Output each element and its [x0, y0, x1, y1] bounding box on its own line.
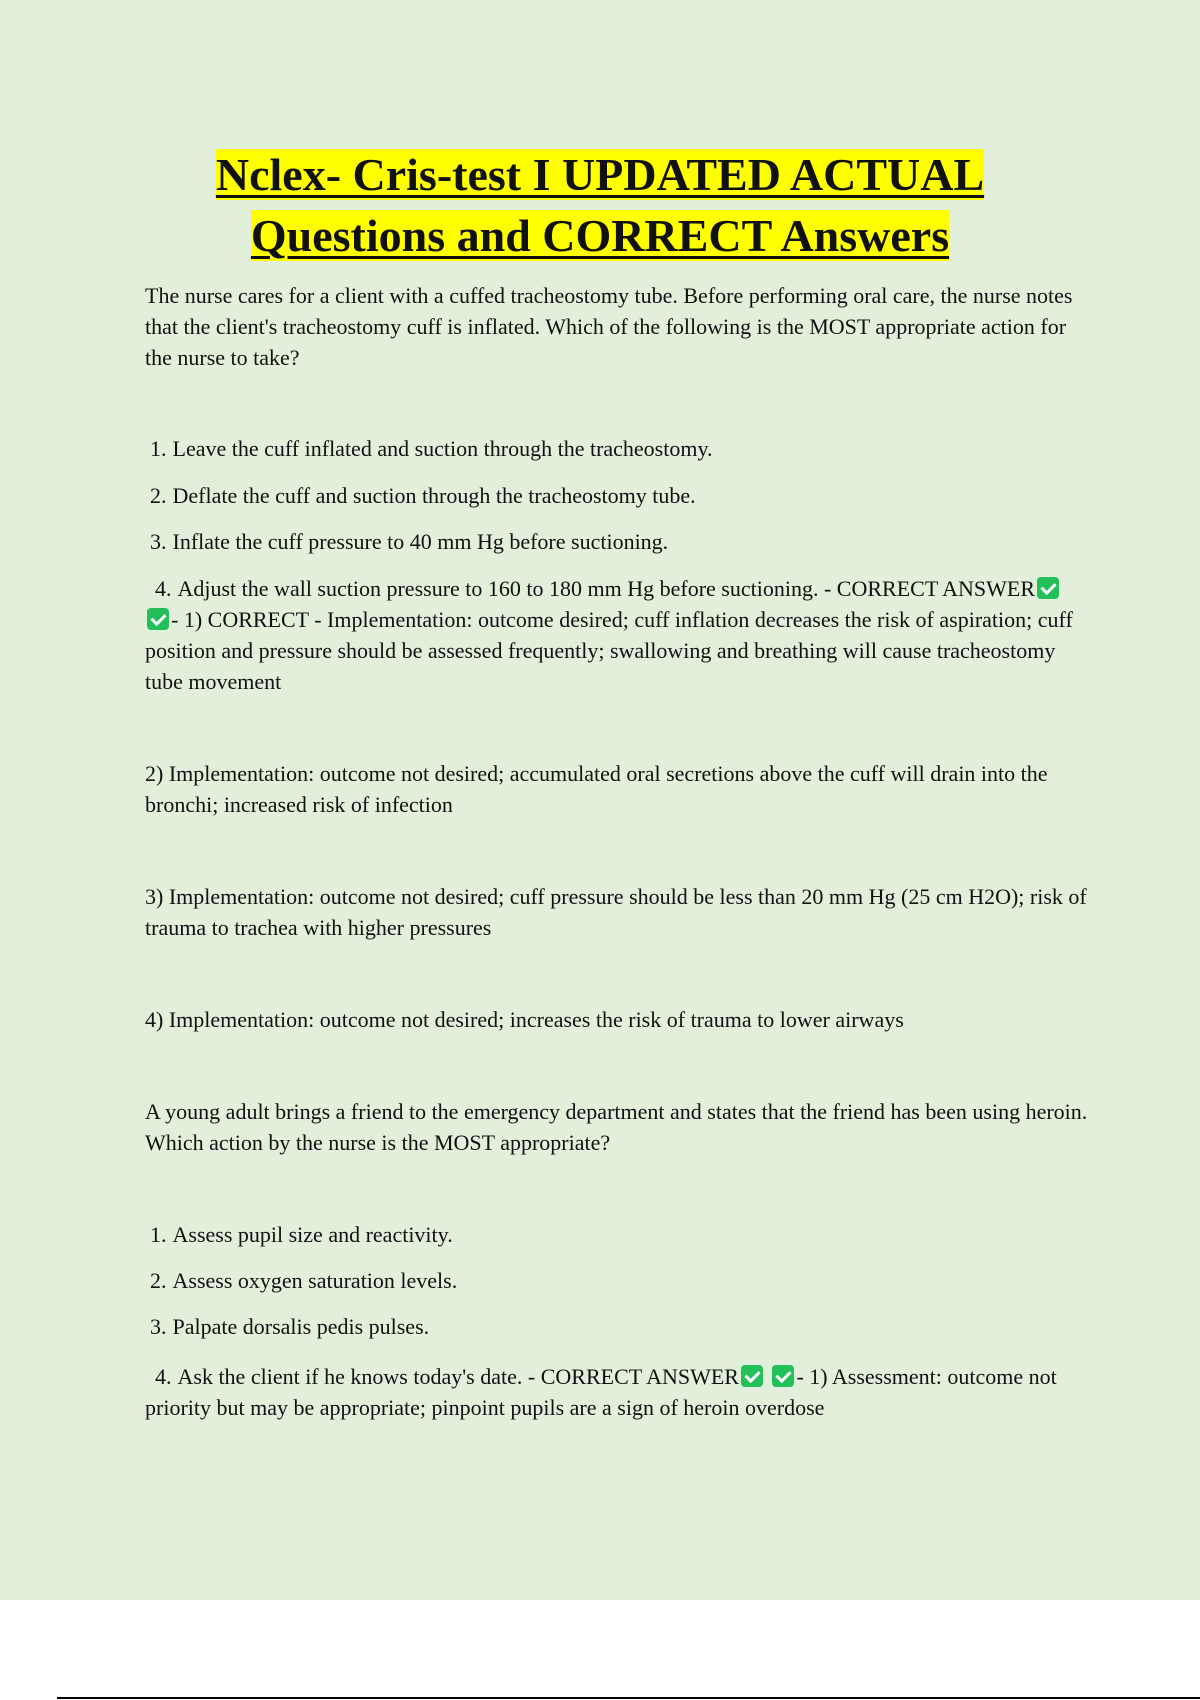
q1-option-3	[150, 526, 1090, 557]
q2-option-1-text: Assess pupil size and reactivity.	[172, 1222, 453, 1247]
q1-option-3-number: 3.	[150, 529, 167, 554]
document-title	[0, 144, 1200, 266]
q1-option-4-with-answer	[145, 573, 1090, 697]
q2-option-4-with-answer	[145, 1361, 1090, 1423]
q2-option-1-number: 1.	[150, 1222, 167, 1247]
question-2-text	[145, 1096, 1090, 1158]
q2-option-1	[150, 1219, 1090, 1250]
q1-rationale-4	[145, 1004, 1090, 1035]
q1-rationale-2-text: 2) Implementation: outcome not desired; accumulated oral secretions above the cuff will drain into the bronchi; increased risk of infection	[145, 761, 1048, 817]
q1-option-2-text: Deflate the cuff and suction through the tracheostomy tube.	[172, 483, 696, 508]
title-line-2: Questions and CORRECT Answers	[250, 210, 950, 261]
q1-option-4-text: Adjust the wall suction pressure to 160 to 180 mm Hg before suctioning. - CORRECT ANSWER	[177, 576, 1036, 601]
q2-option-3-text: Palpate dorsalis pedis pulses.	[172, 1314, 430, 1339]
q1-rationale-3	[145, 881, 1090, 943]
q2-option-2-text: Assess oxygen saturation levels.	[172, 1268, 458, 1293]
q1-option-4-paragraph	[145, 573, 1090, 697]
q2-option-2	[150, 1265, 1090, 1296]
q1-option-4-number: 4.	[155, 576, 172, 601]
q1-option-2	[150, 480, 1090, 511]
question-1-paragraph: The nurse cares for a client with a cuffed tracheostomy tube. Before performing oral care, the nurse notes that the client's tracheostomy cuff is inflated. Which of the following is the MOST appropriate action for the nurse to take?	[145, 283, 1073, 370]
question-1-text	[145, 280, 1090, 373]
q2-option-3	[150, 1311, 1090, 1342]
q1-rationale-3-text: 3) Implementation: outcome not desired; cuff pressure should be less than 20 mm Hg (25 cm H2O); risk of trauma to trachea with higher pressures	[145, 884, 1087, 940]
q1-rationale-4-text: 4) Implementation: outcome not desired; increases the risk of trauma to lower airways	[145, 1007, 904, 1032]
q1-answer-rationale-1: - 1) CORRECT - Implementation: outcome desired; cuff inflation decreases the risk of aspiration; cuff position and pressure should be assessed frequently; swallowing and breathing will cause tracheostomy tube movement	[145, 607, 1073, 694]
check-icon	[741, 1365, 763, 1387]
q1-option-1-text: Leave the cuff inflated and suction through the tracheostomy.	[172, 436, 713, 461]
q1-option-3-text: Inflate the cuff pressure to 40 mm Hg before suctioning.	[172, 529, 669, 554]
title-line-1: Nclex- Cris-test I UPDATED ACTUAL	[215, 149, 985, 200]
check-icon	[1037, 577, 1059, 599]
check-icon	[147, 608, 169, 630]
q2-option-4-paragraph	[145, 1361, 1090, 1423]
question-2-paragraph: A young adult brings a friend to the emergency department and states that the friend has been using heroin. Which action by the nurse is the MOST appropriate?	[145, 1099, 1088, 1155]
q1-option-1-number: 1.	[150, 436, 167, 461]
q2-option-2-number: 2.	[150, 1268, 167, 1293]
check-icon	[772, 1365, 794, 1387]
q1-rationale-2	[145, 758, 1090, 820]
q2-option-4-text: Ask the client if he knows today's date. - CORRECT ANSWER	[177, 1364, 739, 1389]
q2-option-4-number: 4.	[155, 1364, 172, 1389]
q2-option-3-number: 3.	[150, 1314, 167, 1339]
q2-answer-rationale-1: - 1) Assessment: outcome not priority but may be appropriate; pinpoint pupils are a sign of heroin overdose	[145, 1364, 1057, 1420]
q1-option-1	[150, 433, 1090, 464]
footer-divider	[57, 1697, 1200, 1699]
q1-option-2-number: 2.	[150, 483, 167, 508]
